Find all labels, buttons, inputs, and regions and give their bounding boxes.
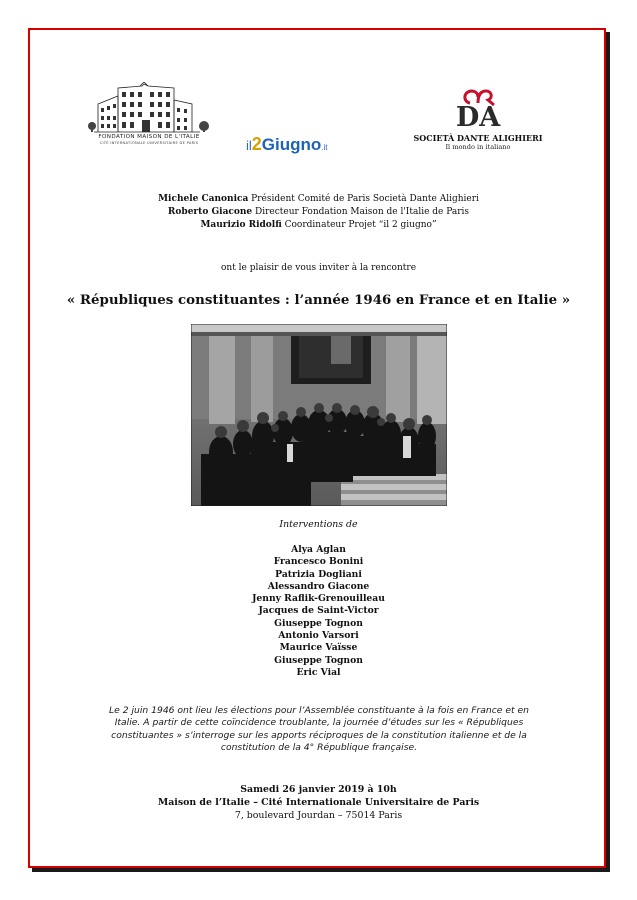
fondation-logo-line1: FONDATION MAISON DE L'ITALIE xyxy=(98,134,200,140)
speaker-name: Jacques de Saint-Victor xyxy=(258,605,379,617)
dante-logo-motto: Il mondo in italiano xyxy=(445,143,511,151)
fondation-logo-line2: CITÉ INTERNATIONALE UNIVERSITAIRE DE PARIS xyxy=(99,141,199,145)
event-date: Samedi 26 janvier 2019 à 10h xyxy=(240,784,397,795)
dante-logo-name: SOCIETÀ DANTE ALIGHIERI xyxy=(413,133,543,143)
speaker-name: Eric Vial xyxy=(296,666,341,678)
abstract-paragraph xyxy=(88,705,550,754)
interventions-label: Interventions de xyxy=(279,519,358,530)
speakers-list xyxy=(0,544,637,679)
dante-alighieri-logo xyxy=(408,88,548,158)
event-venue: Maison de l’Italie – Cité Internationale Universitaire de Paris xyxy=(157,797,480,808)
fondation-maison-italie-logo xyxy=(88,82,210,152)
abstract-line: Le 2 juin 1946 ont lieu les élections pour l’Assemblée constituante à la fois en France et en xyxy=(109,705,529,716)
event-title: « Républiques constituantes : l’année 1946 en France et en Italie » xyxy=(66,292,571,308)
invite-text: ont le plaisir de vous inviter à la rencontre xyxy=(220,263,417,273)
speaker-name: Alya Aglan xyxy=(291,544,346,555)
host-role: Directeur Fondation Maison de l'Italie de Paris xyxy=(252,207,470,217)
abstract-line: Italie. A partir de cette coïncidence troublante, la journée d’études sur les « Républiques xyxy=(114,717,524,729)
speaker-name: Maurice Vaïsse xyxy=(279,642,358,654)
giugno-logo-word: Giugno xyxy=(261,135,322,154)
speaker-name: Giuseppe Tognon xyxy=(274,617,363,629)
host-line xyxy=(0,219,637,232)
host-role: Président Comité de Paris Società Dante Alighieri xyxy=(248,194,479,204)
event-address: 7, boulevard Jourdan – 75014 Paris xyxy=(234,810,403,821)
speaker-name: Jenny Raflik-Grenouilleau xyxy=(252,593,385,605)
host-line xyxy=(0,193,637,206)
il-2-giugno-logo xyxy=(246,134,376,154)
dante-logo-letters: DA xyxy=(455,102,501,133)
hosts-block xyxy=(0,193,637,232)
host-line xyxy=(0,206,637,219)
speaker-name: Giuseppe Tognon xyxy=(274,654,363,666)
speaker-name: Antonio Varsori xyxy=(278,630,359,642)
building-icon xyxy=(88,82,210,134)
giugno-logo-it: .it xyxy=(321,143,328,152)
abstract-line: constitution de la 4° République française. xyxy=(220,741,418,753)
giugno-logo-il: il xyxy=(246,138,252,153)
speaker-name: Francesco Bonini xyxy=(273,556,364,568)
giugno-logo-two: 2 xyxy=(251,134,262,154)
host-name: Roberto Giacone xyxy=(167,207,253,217)
host-role: Coordinateur Projet “il 2 giugno” xyxy=(281,220,437,230)
abstract-line: constituantes » s’interroge sur les apports réciproques de la constitution italienne et de la xyxy=(111,729,527,741)
speaker-name: Alessandro Giacone xyxy=(267,580,370,592)
host-name: Maurizio Ridolfi xyxy=(200,220,282,230)
host-name: Michele Canonica xyxy=(158,194,249,204)
historic-photo xyxy=(191,324,447,506)
speaker-name: Patrizia Dogliani xyxy=(275,568,362,580)
